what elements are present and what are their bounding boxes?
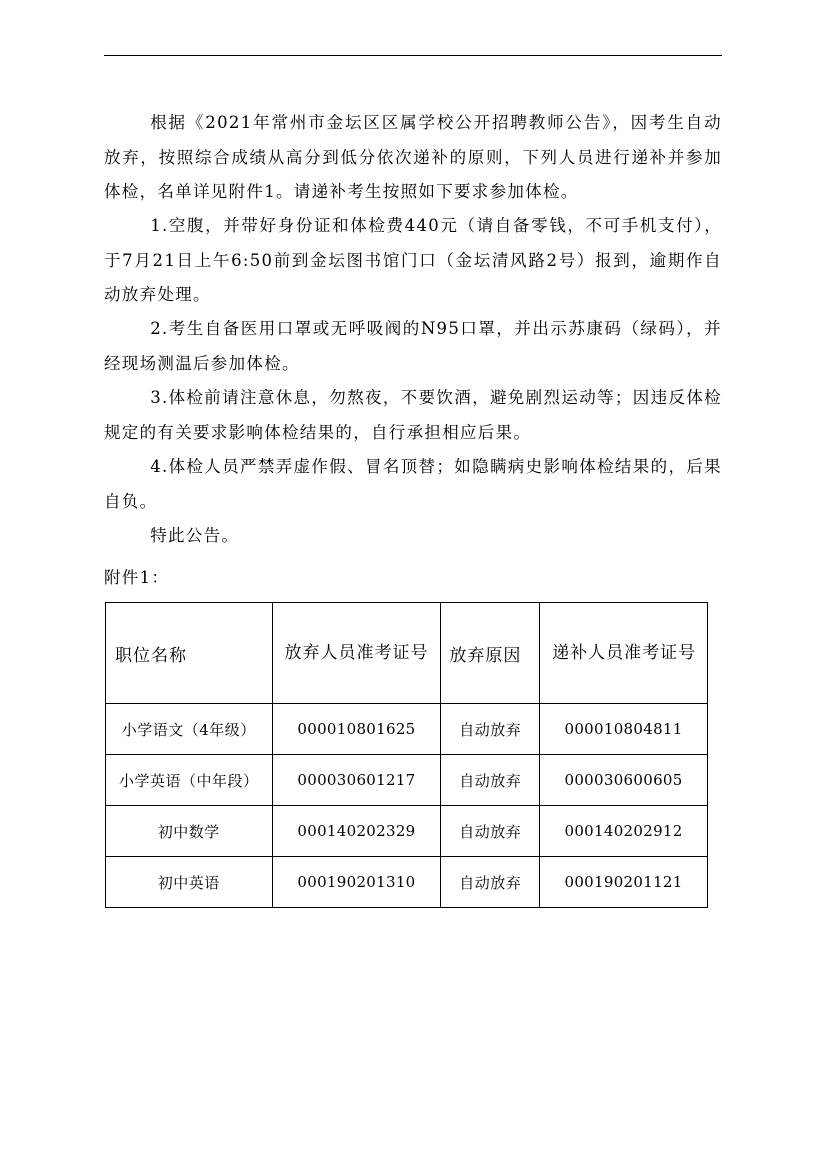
cell-abandoned-id: 000190201310 <box>272 857 441 908</box>
requirement-1: 1.空腹，并带好身份证和体检费440元（请自备零钱，不可手机支付），于7月21日上午6:50前到金坛图书馆门口（金坛清风路2号）报到，逾期作自动放弃处理。 <box>104 216 722 304</box>
cell-reason: 自动放弃 <box>441 755 540 806</box>
cell-reason: 自动放弃 <box>441 857 540 908</box>
requirement-4: 4.体检人员严禁弄虚作假、冒名顶替；如隐瞒病史影响体检结果的，后果自负。 <box>104 457 722 511</box>
table-row <box>106 857 708 908</box>
requirement-2: 2.考生自备医用口罩或无呼吸阀的N95口罩，并出示苏康码（绿码），并经现场测温后参加体检。 <box>104 319 722 373</box>
cell-abandoned-id: 000010801625 <box>272 704 441 755</box>
cell-position: 初中英语 <box>106 857 273 908</box>
attachment-label: 附件1： <box>104 568 170 587</box>
cell-replacement-id: 000140202912 <box>540 806 708 857</box>
header-reason: 放弃原因 <box>441 603 540 704</box>
header-position: 职位名称 <box>106 603 273 704</box>
header-abandoned-id: 放弃人员准考证号 <box>272 603 441 704</box>
cell-reason: 自动放弃 <box>441 806 540 857</box>
cell-replacement-id: 000010804811 <box>540 704 708 755</box>
cell-replacement-id: 000190201121 <box>540 857 708 908</box>
cell-position: 初中数学 <box>106 806 273 857</box>
table-row <box>106 755 708 806</box>
cell-reason: 自动放弃 <box>441 704 540 755</box>
intro-paragraph: 根据《2021年常州市金坛区区属学校公开招聘教师公告》，因考生自动放弃，按照综合成绩从高分到低分依次递补的原则，下列人员进行递补并参加体检，名单详见附件1。请递补考生按照如下要求参加体检。 <box>104 113 722 201</box>
header-rule <box>104 55 722 56</box>
header-replacement-id: 递补人员准考证号 <box>540 603 708 704</box>
replacement-table <box>105 602 708 908</box>
requirement-3: 3.体检前请注意休息，勿熬夜，不要饮酒，避免剧烈运动等；因违反体检规定的有关要求影响体检结果的，自行承担相应后果。 <box>104 388 722 442</box>
cell-position: 小学语文（4年级） <box>106 704 273 755</box>
cell-abandoned-id: 000030601217 <box>272 755 441 806</box>
cell-replacement-id: 000030600605 <box>540 755 708 806</box>
table-row <box>106 704 708 755</box>
table-row <box>106 806 708 857</box>
cell-abandoned-id: 000140202329 <box>272 806 441 857</box>
table-header-row <box>106 603 708 704</box>
closing-statement: 特此公告。 <box>150 526 240 545</box>
cell-position: 小学英语（中年段） <box>106 755 273 806</box>
